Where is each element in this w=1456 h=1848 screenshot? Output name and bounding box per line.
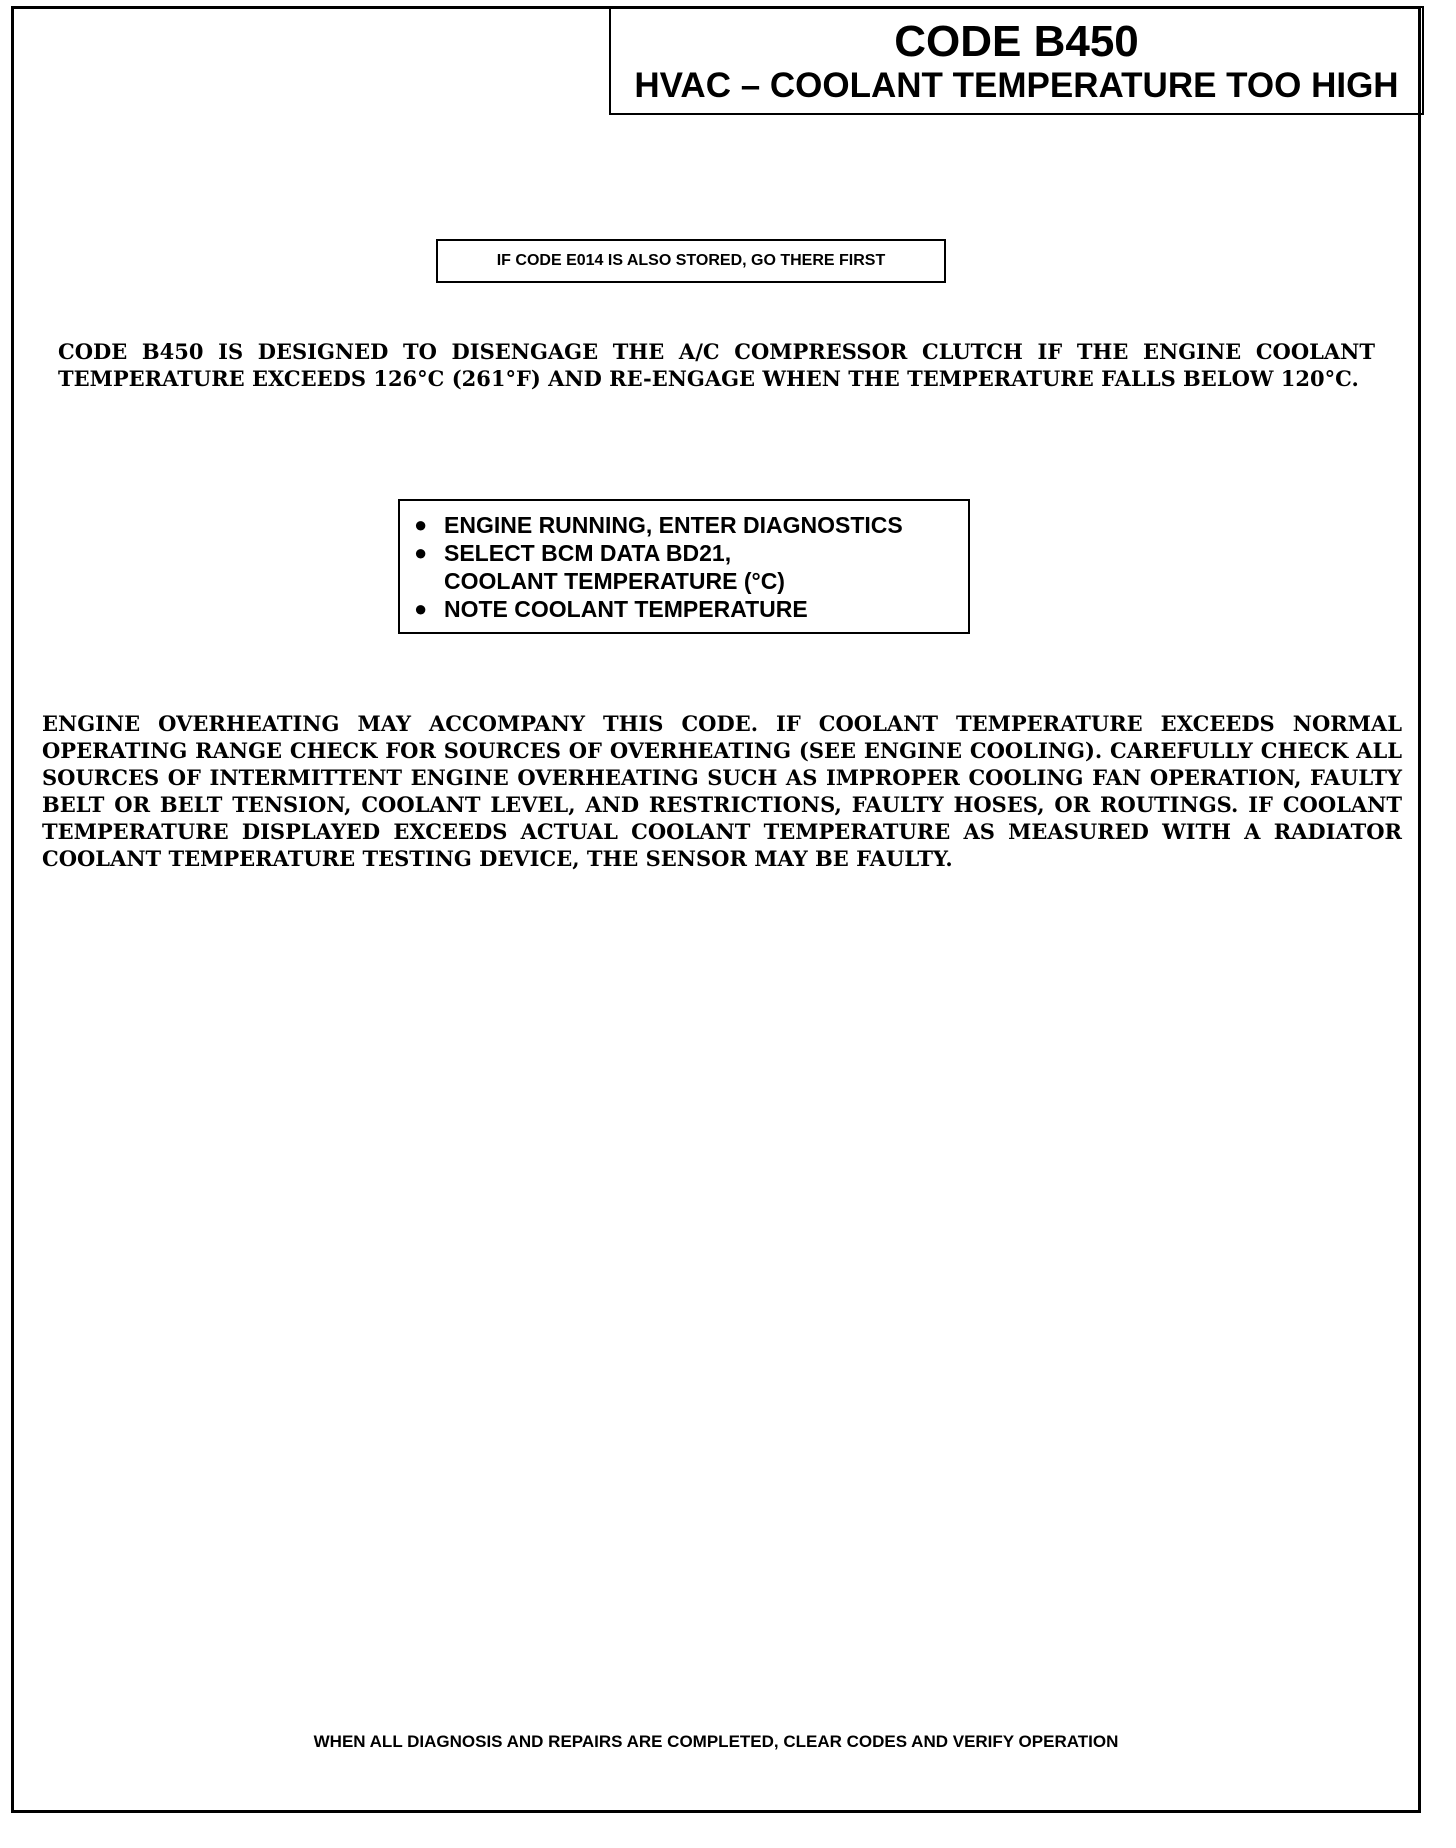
step-text: ENGINE RUNNING, ENTER DIAGNOSTICS [444, 512, 903, 538]
prerequisite-note: IF CODE E014 IS ALSO STORED, GO THERE FIRST [436, 239, 946, 283]
diagnostic-step [410, 539, 968, 595]
bullet-icon: ● [414, 596, 428, 621]
step-text-continued: COOLANT TEMPERATURE (°C) [444, 568, 785, 594]
code-title: HVAC – COOLANT TEMPERATURE TOO HIGH [634, 66, 1399, 105]
step-text: NOTE COOLANT TEMPERATURE [444, 596, 808, 622]
bullet-icon: ● [414, 540, 428, 565]
footer-instruction: WHEN ALL DIAGNOSIS AND REPAIRS ARE COMPLETED, CLEAR CODES AND VERIFY OPERATION [313, 1732, 1119, 1751]
diagnostic-step [410, 595, 968, 623]
diagnostic-step [410, 511, 968, 539]
header-box [609, 6, 1424, 115]
diagnostic-steps-box [398, 499, 970, 634]
overheating-paragraph: ENGINE OVERHEATING MAY ACCOMPANY THIS CODE. IF COOLANT TEMPERATURE EXCEEDS NORMAL OPERATING RANGE CHECK FOR SOURCES OF OVERHEATING (SEE ENGINE COOLING). CAREFULLY CHECK ALL SOURCES OF INTERMITTENT ENGINE OVERHEATING SUCH AS IMPROPER COOLING FAN OPERATION, FAULTY BELT OR BELT TENSION, COOLANT LEVEL, AND RESTRICTIONS, FAULTY HOSES, OR ROUTINGS. IF COOLANT TEMPERATURE DISPLAYED EXCEEDS ACTUAL COOLANT TEMPERATURE AS MEASURED WITH A RADIATOR COOLANT TEMPERATURE TESTING DEVICE, THE SENSOR MAY BE FAULTY. [42, 711, 1402, 871]
diagnostic-steps-list [410, 511, 968, 623]
description-paragraph: CODE B450 IS DESIGNED TO DISENGAGE THE A/C COMPRESSOR CLUTCH IF THE ENGINE COOLANT TEMPERATURE EXCEEDS 126°C (261°F) AND RE-ENGAGE WHEN THE TEMPERATURE FALLS BELOW 120°C. [58, 339, 1375, 391]
code-heading: CODE B450 [894, 17, 1139, 66]
step-text: SELECT BCM DATA BD21, [444, 540, 732, 566]
bullet-icon: ● [414, 512, 428, 537]
